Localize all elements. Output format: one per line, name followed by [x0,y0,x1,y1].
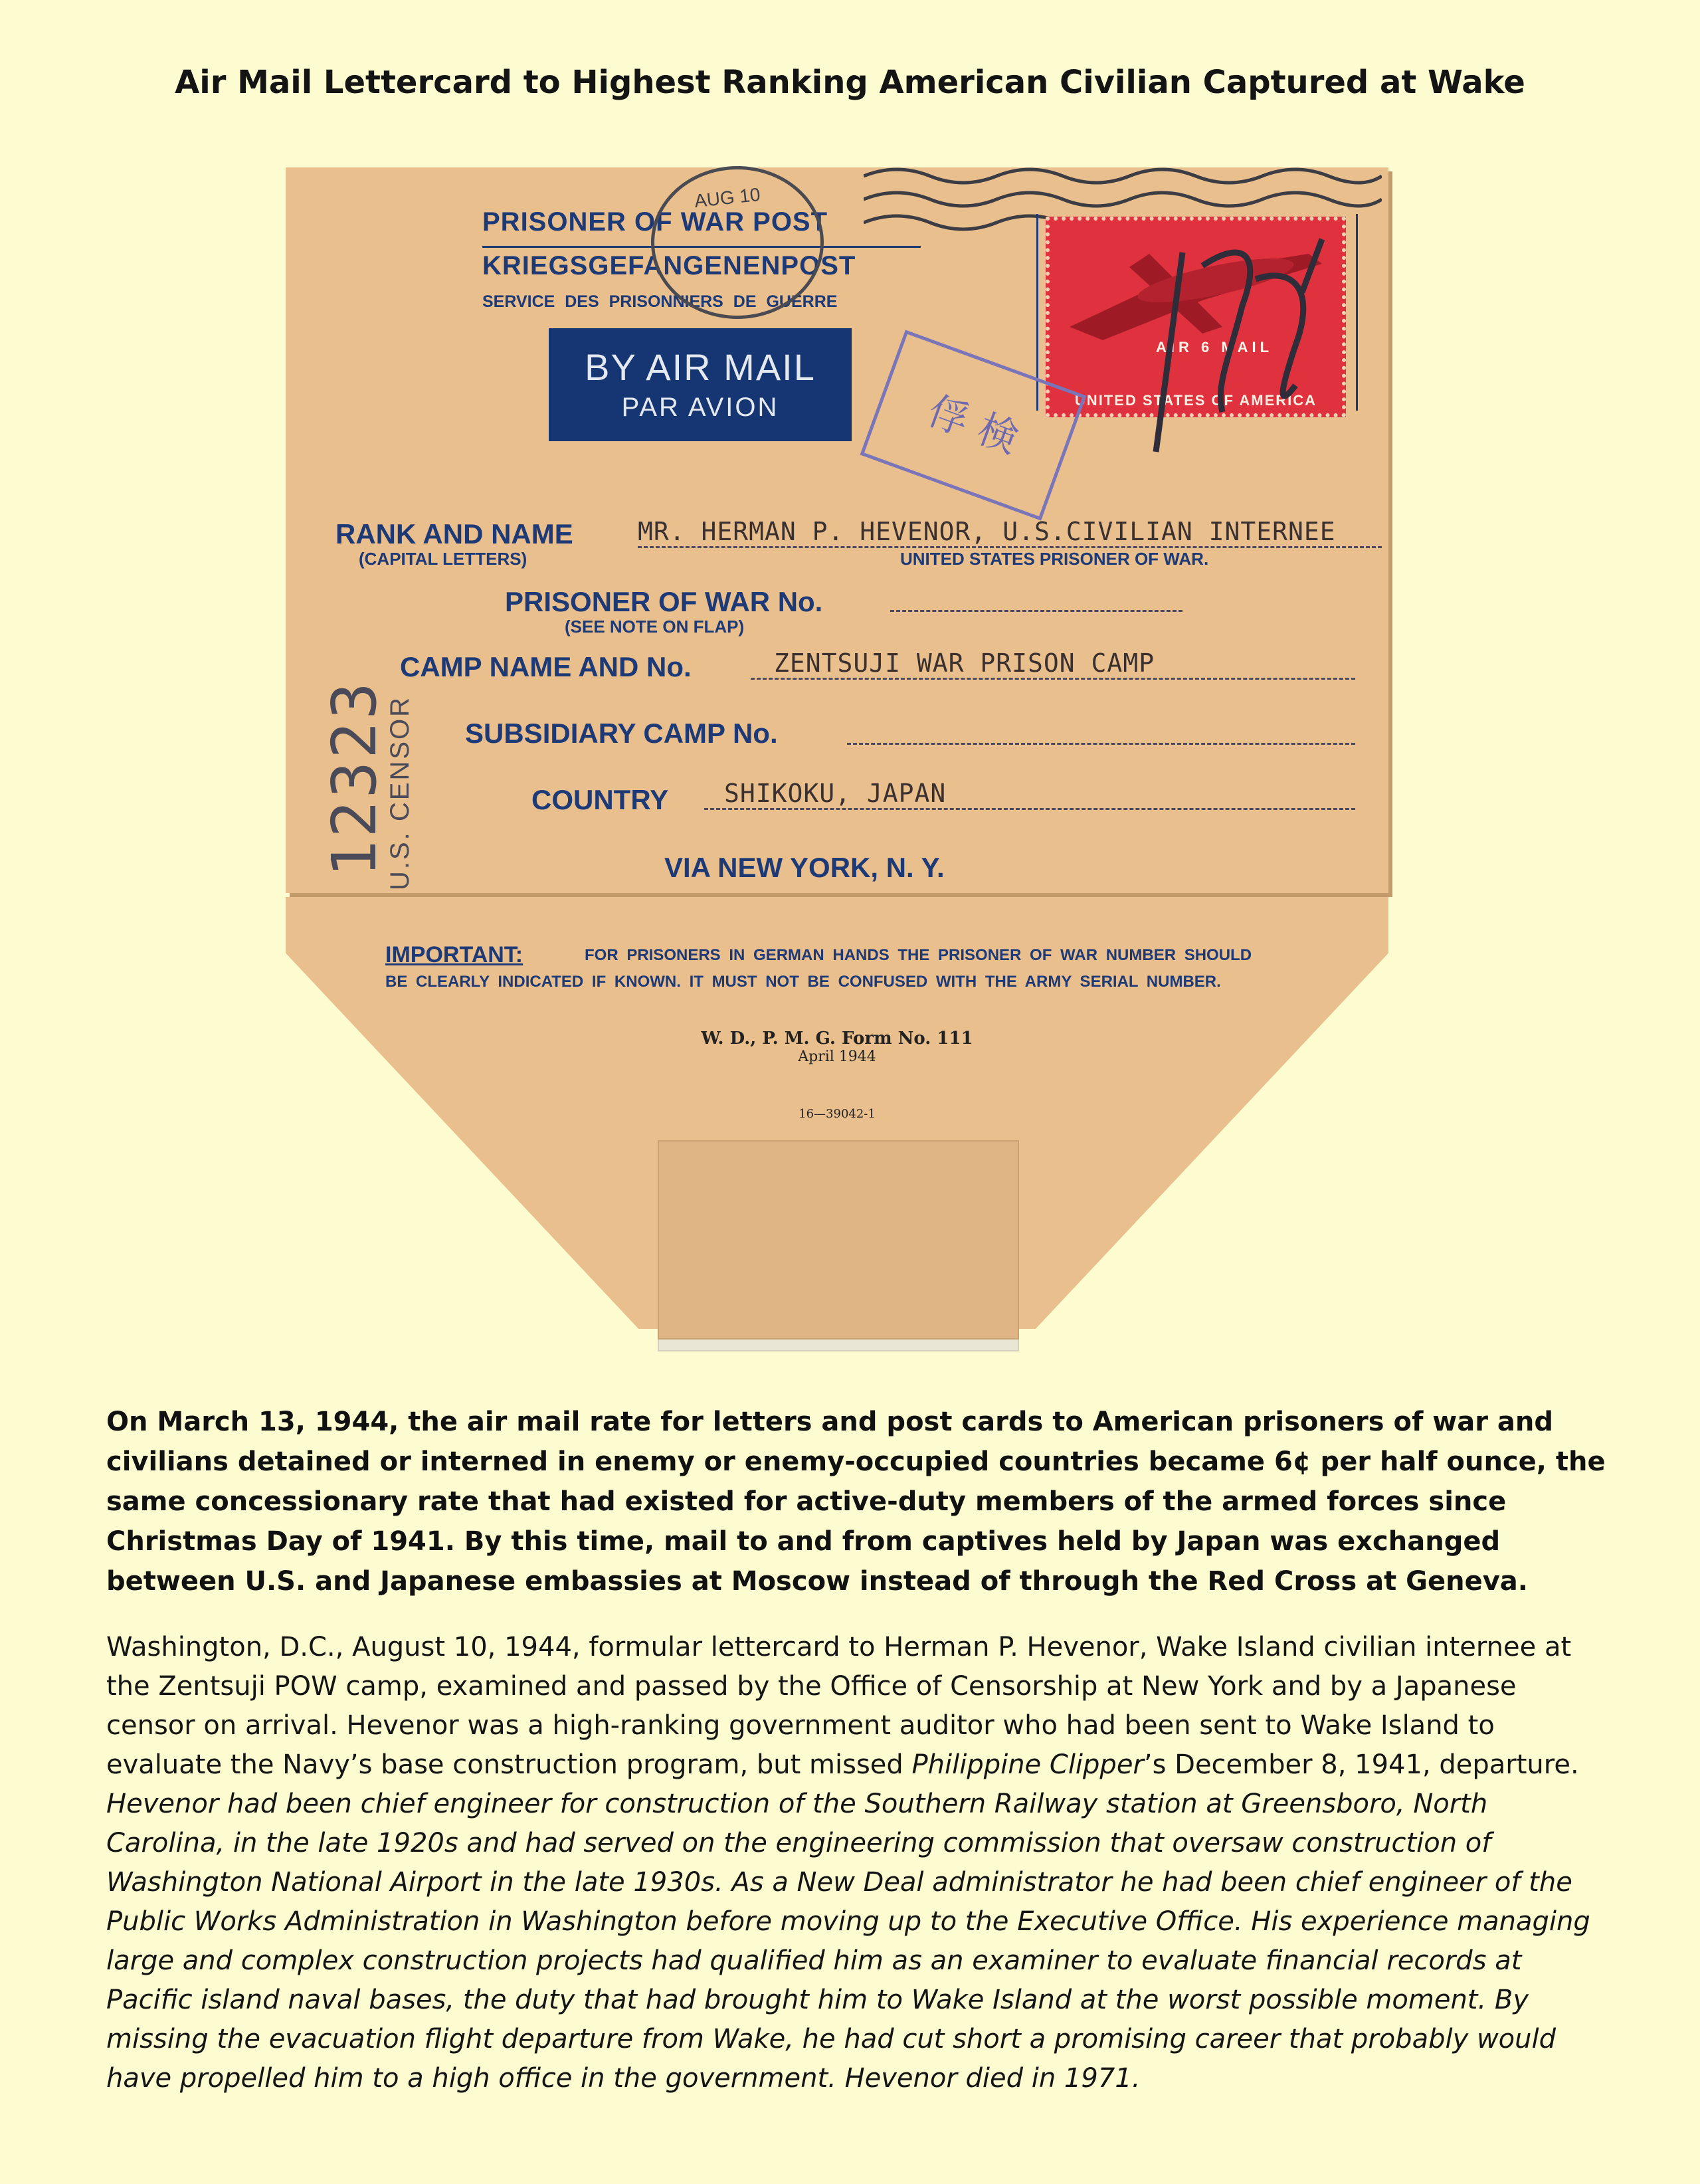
header-prisoner-of-war-post: PRISONER OF WAR POST [482,207,828,237]
description-paragraph [106,1628,1608,2098]
header-service: SERVICE DES PRISONNIERS DE GUERRE [482,292,838,311]
description-part1: Washington, D.C., August 10, 1944, formular lettercard to Herman P. Hevenor, Wake Island civilian internee at the Zentsuji POW camp, examined and passed by the Office of Censorship at New York and by a Japanese censor on arrival. Hevenor was a high-ranking government auditor who had been sent to Wake Island to evaluate the Navy’s base construction program, but missed [106,1632,1572,1780]
capital-letters-label: (CAPITAL LETTERS) [359,549,527,569]
important-line2: BE CLEARLY INDICATED IF KNOWN. IT MUST NOT BE CONFUSED WITH THE ARMY SERIAL NUMBER. [385,973,1221,991]
us-censor-number: 12323 [319,680,390,877]
postmark-date: AUG 10 [693,183,761,212]
stamp-country: UNITED STATES OF AMERICA [1074,392,1317,409]
airmail-line1: BY AIR MAIL [585,346,816,388]
important-line1: FOR PRISONERS IN GERMAN HANDS THE PRISONER OF WAR NUMBER SHOULD [585,946,1252,964]
country-label: COUNTRY [531,784,669,815]
camp-name-line [751,678,1355,680]
description-italic: Hevenor had been chief engineer for construction of the Southern Railway station at Greensboro, North Carolina, in the late 1920s and had served on the engineering commission that oversaw construction of Washington National Airport in the late 1930s. As a New Deal administrator he had been chief engineer of the Public Works Administration in Washington before moving up to the Executive Office. His experience managing large and complex construction projects had qualified him as an examiner to evaluate financial records at Pacific island naval bases, the duty that had brought him to Wake Island at the worst possible moment. By missing the evacuation flight departure from Wake, he had cut short a promising career that probably would have propelled him to a high office in the government. Hevenor died in 1971. [106,1789,1590,2094]
japanese-censor-chop: 俘 検 [860,330,1087,520]
subsidiary-camp-line [847,743,1355,745]
subsidiary-camp-label: SUBSIDIARY CAMP No. [465,718,778,749]
ship-name: Philippine Clipper [911,1749,1144,1780]
via-new-york: VIA NEW YORK, N. Y. [664,852,945,883]
rank-and-name-value: MR. HERMAN P. HEVENOR, U.S.CIVILIAN INTERNEE [638,517,1336,546]
pow-number-label: PRISONER OF WAR No. [505,586,823,617]
pen-cancel-mark [1143,213,1342,465]
page-title: Air Mail Lettercard to Highest Ranking American Civilian Captured at Wake [175,64,1525,101]
us-prisoner-note: UNITED STATES PRISONER OF WAR. [900,549,1209,569]
camp-name-label: CAMP NAME AND No. [400,651,692,682]
flap-glue-area [658,1140,1019,1340]
see-note-label: (SEE NOTE ON FLAP) [565,617,745,637]
country-value: SHIKOKU, JAPAN [724,779,947,808]
header-kriegsgefangenenpost: KRIEGSGEFANGENENPOST [482,251,856,280]
form-date: April 1944 [798,1048,876,1065]
us-censor-label: U.S. CENSOR [385,695,415,890]
airmail-label [549,328,852,441]
form-number: W. D., P. M. G. Form No. 111 [701,1029,973,1048]
description-part2: ’s December 8, 1941, departure. [1143,1749,1579,1780]
rank-line [638,546,1382,548]
rank-and-name-label: RANK AND NAME [335,518,573,549]
form-code: 16—39042-1 [799,1107,876,1121]
stamp-value: AIR 6 MAIL [1156,339,1274,355]
rate-summary-paragraph: On March 13, 1944, the air mail rate for letters and post cards to American prisoners of war and civilians detained or interned in enemy or enemy-occupied countries became 6¢ per half ounce, the same concessionary rate that had existed for active-duty members of the armed forces since Christmas Day of 1941. By this time, mail to and from captives held by Japan was exchanged between U.S. and Japanese embassies at Moscow instead of through the Red Cross at Geneva. [106,1407,1606,1597]
important-label: IMPORTANT: [385,942,523,967]
country-line [704,808,1355,810]
pow-number-line [890,610,1182,612]
airmail-line2: PAR AVION [621,393,779,422]
camp-name-value: ZENTSUJI WAR PRISON CAMP [774,648,1155,678]
